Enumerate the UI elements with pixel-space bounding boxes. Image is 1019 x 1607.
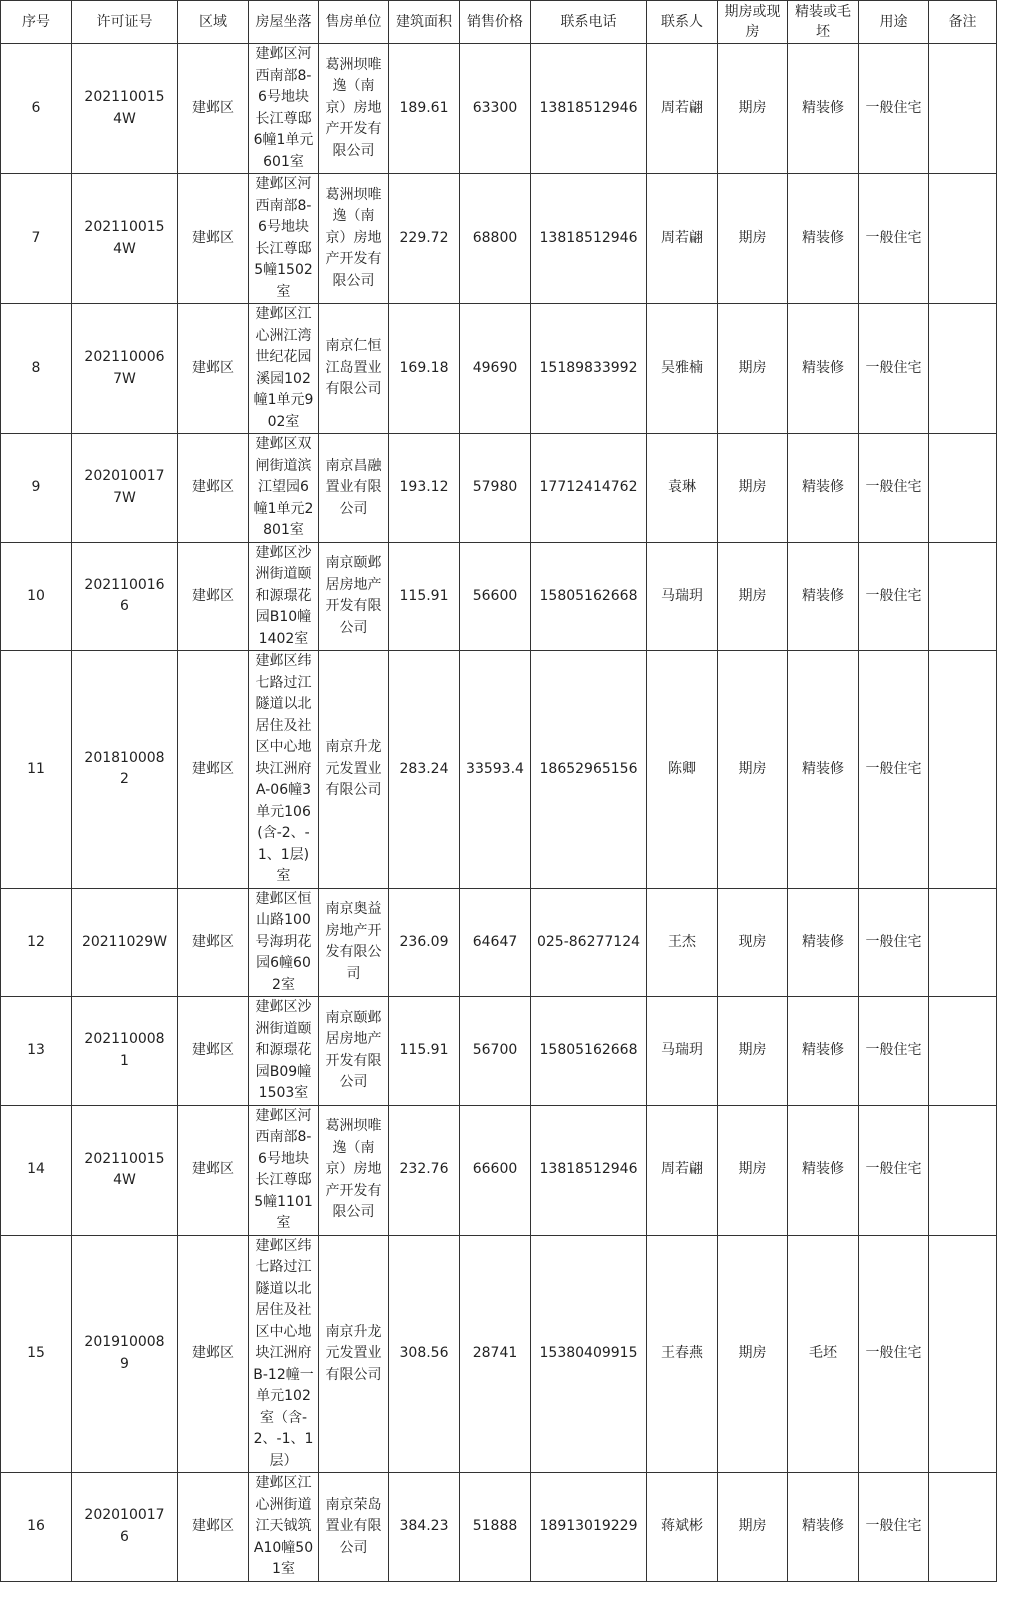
- cell-price: 56700: [460, 997, 531, 1106]
- cell-phone: 15380409915: [531, 1235, 647, 1473]
- header-cell-phone: 联系电话: [531, 1, 647, 44]
- cell-remark: [929, 1473, 997, 1582]
- cell-finish: 精装修: [788, 304, 859, 434]
- cell-district: 建邺区: [178, 651, 249, 889]
- cell-status: 期房: [718, 434, 788, 543]
- cell-area: 169.18: [389, 304, 460, 434]
- cell-remark: [929, 434, 997, 543]
- cell-district: 建邺区: [178, 997, 249, 1106]
- cell-finish: 精装修: [788, 888, 859, 997]
- cell-location: 建邺区沙洲街道颐和源璟花园B10幢1402室: [249, 542, 319, 651]
- cell-price: 28741: [460, 1235, 531, 1473]
- cell-remark: [929, 1235, 997, 1473]
- cell-price: 64647: [460, 888, 531, 997]
- cell-no: 7: [1, 174, 72, 304]
- cell-status: 期房: [718, 651, 788, 889]
- cell-area: 283.24: [389, 651, 460, 889]
- cell-district: 建邺区: [178, 1235, 249, 1473]
- cell-contact: 马瑞玥: [647, 997, 718, 1106]
- cell-price: 66600: [460, 1105, 531, 1235]
- cell-contact: 陈卿: [647, 651, 718, 889]
- cell-location: 建邺区纬七路过江隧道以北居住及社区中心地块江洲府A-06幢3单元106(含-2、-1、1层)室: [249, 651, 319, 889]
- cell-seller: 南京仁恒江岛置业有限公司: [319, 304, 389, 434]
- cell-price: 51888: [460, 1473, 531, 1582]
- cell-contact: 王春燕: [647, 1235, 718, 1473]
- cell-usage: 一般住宅: [859, 542, 929, 651]
- cell-contact: 王杰: [647, 888, 718, 997]
- header-cell-price: 销售价格: [460, 1, 531, 44]
- cell-license: 2019100089: [72, 1235, 178, 1473]
- cell-contact: 蒋斌彬: [647, 1473, 718, 1582]
- table-row: [1, 1105, 997, 1235]
- cell-contact: 周若翩: [647, 174, 718, 304]
- cell-price: 57980: [460, 434, 531, 543]
- header-cell-contact: 联系人: [647, 1, 718, 44]
- cell-district: 建邺区: [178, 1473, 249, 1582]
- cell-status: 期房: [718, 304, 788, 434]
- cell-no: 15: [1, 1235, 72, 1473]
- cell-remark: [929, 651, 997, 889]
- cell-no: 12: [1, 888, 72, 997]
- cell-seller: 葛洲坝唯逸（南京）房地产开发有限公司: [319, 44, 389, 174]
- cell-area: 232.76: [389, 1105, 460, 1235]
- cell-phone: 18913019229: [531, 1473, 647, 1582]
- cell-location: 建邺区河西南部8-6号地块长江尊邸6幢1单元601室: [249, 44, 319, 174]
- cell-status: 现房: [718, 888, 788, 997]
- cell-finish: 毛坯: [788, 1235, 859, 1473]
- cell-license: 2020100176: [72, 1473, 178, 1582]
- header-row: [1, 1, 997, 44]
- table-row: [1, 1235, 997, 1473]
- cell-seller: 南京升龙元发置业有限公司: [319, 651, 389, 889]
- cell-phone: 18652965156: [531, 651, 647, 889]
- cell-status: 期房: [718, 1473, 788, 1582]
- cell-status: 期房: [718, 997, 788, 1106]
- table-row: [1, 174, 997, 304]
- header-cell-remark: 备注: [929, 1, 997, 44]
- cell-finish: 精装修: [788, 651, 859, 889]
- table-row: [1, 542, 997, 651]
- cell-finish: 精装修: [788, 44, 859, 174]
- cell-remark: [929, 304, 997, 434]
- table-row: [1, 44, 997, 174]
- cell-no: 8: [1, 304, 72, 434]
- cell-finish: 精装修: [788, 997, 859, 1106]
- cell-license: 2021100154W: [72, 1105, 178, 1235]
- cell-seller: 南京升龙元发置业有限公司: [319, 1235, 389, 1473]
- cell-seller: 南京荣岛置业有限公司: [319, 1473, 389, 1582]
- cell-price: 56600: [460, 542, 531, 651]
- cell-no: 11: [1, 651, 72, 889]
- table-row: [1, 651, 997, 889]
- cell-remark: [929, 542, 997, 651]
- cell-area: 115.91: [389, 997, 460, 1106]
- cell-contact: 马瑞玥: [647, 542, 718, 651]
- cell-remark: [929, 1105, 997, 1235]
- cell-license: 2021100081: [72, 997, 178, 1106]
- cell-contact: 袁琳: [647, 434, 718, 543]
- cell-status: 期房: [718, 542, 788, 651]
- cell-usage: 一般住宅: [859, 888, 929, 997]
- cell-area: 115.91: [389, 542, 460, 651]
- cell-no: 9: [1, 434, 72, 543]
- cell-usage: 一般住宅: [859, 1473, 929, 1582]
- cell-area: 193.12: [389, 434, 460, 543]
- cell-price: 49690: [460, 304, 531, 434]
- cell-area: 189.61: [389, 44, 460, 174]
- cell-usage: 一般住宅: [859, 1235, 929, 1473]
- cell-seller: 南京奥益房地产开发有限公司: [319, 888, 389, 997]
- header-cell-status: 期房或现房: [718, 1, 788, 44]
- cell-contact: 周若翩: [647, 1105, 718, 1235]
- cell-area: 308.56: [389, 1235, 460, 1473]
- cell-location: 建邺区纬七路过江隧道以北居住及社区中心地块江洲府B-12幢一单元102室（含-2、-1、1层）: [249, 1235, 319, 1473]
- cell-status: 期房: [718, 174, 788, 304]
- cell-phone: 17712414762: [531, 434, 647, 543]
- cell-phone: 13818512946: [531, 44, 647, 174]
- table-row: [1, 434, 997, 543]
- cell-district: 建邺区: [178, 434, 249, 543]
- cell-phone: 13818512946: [531, 174, 647, 304]
- header-cell-district: 区域: [178, 1, 249, 44]
- header-cell-finish: 精装或毛坯: [788, 1, 859, 44]
- header-cell-license: 许可证号: [72, 1, 178, 44]
- cell-status: 期房: [718, 1105, 788, 1235]
- table-row: [1, 1473, 997, 1582]
- cell-location: 建邺区沙洲街道颐和源璟花园B09幢1503室: [249, 997, 319, 1106]
- cell-license: 2020100177W: [72, 434, 178, 543]
- cell-no: 13: [1, 997, 72, 1106]
- table-row: [1, 888, 997, 997]
- cell-seller: 葛洲坝唯逸（南京）房地产开发有限公司: [319, 174, 389, 304]
- cell-district: 建邺区: [178, 174, 249, 304]
- cell-remark: [929, 888, 997, 997]
- cell-finish: 精装修: [788, 1105, 859, 1235]
- cell-location: 建邺区江心洲街道江天钺筑A10幢501室: [249, 1473, 319, 1582]
- header-cell-no: 序号: [1, 1, 72, 44]
- cell-license: 2021100154W: [72, 174, 178, 304]
- cell-district: 建邺区: [178, 304, 249, 434]
- cell-district: 建邺区: [178, 542, 249, 651]
- cell-phone: 15805162668: [531, 542, 647, 651]
- cell-usage: 一般住宅: [859, 1105, 929, 1235]
- cell-license: 2021100166: [72, 542, 178, 651]
- cell-usage: 一般住宅: [859, 44, 929, 174]
- cell-license: 2021100154W: [72, 44, 178, 174]
- cell-usage: 一般住宅: [859, 174, 929, 304]
- header-cell-area: 建筑面积: [389, 1, 460, 44]
- cell-usage: 一般住宅: [859, 997, 929, 1106]
- cell-seller: 南京颐邺居房地产开发有限公司: [319, 997, 389, 1106]
- cell-license: 20211029W: [72, 888, 178, 997]
- cell-area: 236.09: [389, 888, 460, 997]
- header-cell-usage: 用途: [859, 1, 929, 44]
- cell-district: 建邺区: [178, 1105, 249, 1235]
- header-cell-seller: 售房单位: [319, 1, 389, 44]
- table-body: [1, 44, 997, 1582]
- cell-phone: 025-86277124: [531, 888, 647, 997]
- table-row: [1, 304, 997, 434]
- cell-area: 229.72: [389, 174, 460, 304]
- cell-location: 建邺区双闸街道滨江望园6幢1单元2801室: [249, 434, 319, 543]
- cell-remark: [929, 44, 997, 174]
- cell-license: 2021100067W: [72, 304, 178, 434]
- cell-phone: 15805162668: [531, 997, 647, 1106]
- table-header: [1, 1, 997, 44]
- cell-price: 33593.4: [460, 651, 531, 889]
- cell-no: 6: [1, 44, 72, 174]
- cell-no: 10: [1, 542, 72, 651]
- cell-seller: 南京颐邺居房地产开发有限公司: [319, 542, 389, 651]
- cell-remark: [929, 997, 997, 1106]
- cell-finish: 精装修: [788, 542, 859, 651]
- cell-usage: 一般住宅: [859, 651, 929, 889]
- cell-price: 63300: [460, 44, 531, 174]
- table-row: [1, 997, 997, 1106]
- cell-district: 建邺区: [178, 44, 249, 174]
- header-cell-location: 房屋坐落: [249, 1, 319, 44]
- cell-status: 期房: [718, 44, 788, 174]
- cell-location: 建邺区江心洲江湾世纪花园溪园102幢1单元902室: [249, 304, 319, 434]
- cell-price: 68800: [460, 174, 531, 304]
- cell-location: 建邺区河西南部8-6号地块长江尊邸5幢1502室: [249, 174, 319, 304]
- cell-seller: 南京昌融置业有限公司: [319, 434, 389, 543]
- cell-status: 期房: [718, 1235, 788, 1473]
- cell-license: 2018100082: [72, 651, 178, 889]
- cell-contact: 周若翩: [647, 44, 718, 174]
- cell-area: 384.23: [389, 1473, 460, 1582]
- cell-finish: 精装修: [788, 434, 859, 543]
- cell-phone: 13818512946: [531, 1105, 647, 1235]
- cell-no: 16: [1, 1473, 72, 1582]
- cell-usage: 一般住宅: [859, 304, 929, 434]
- cell-location: 建邺区河西南部8-6号地块长江尊邸5幢1101室: [249, 1105, 319, 1235]
- cell-finish: 精装修: [788, 1473, 859, 1582]
- cell-seller: 葛洲坝唯逸（南京）房地产开发有限公司: [319, 1105, 389, 1235]
- cell-phone: 15189833992: [531, 304, 647, 434]
- cell-location: 建邺区恒山路100号海玥花园6幢602室: [249, 888, 319, 997]
- cell-contact: 吴雅楠: [647, 304, 718, 434]
- cell-no: 14: [1, 1105, 72, 1235]
- cell-usage: 一般住宅: [859, 434, 929, 543]
- cell-remark: [929, 174, 997, 304]
- cell-finish: 精装修: [788, 174, 859, 304]
- cell-district: 建邺区: [178, 888, 249, 997]
